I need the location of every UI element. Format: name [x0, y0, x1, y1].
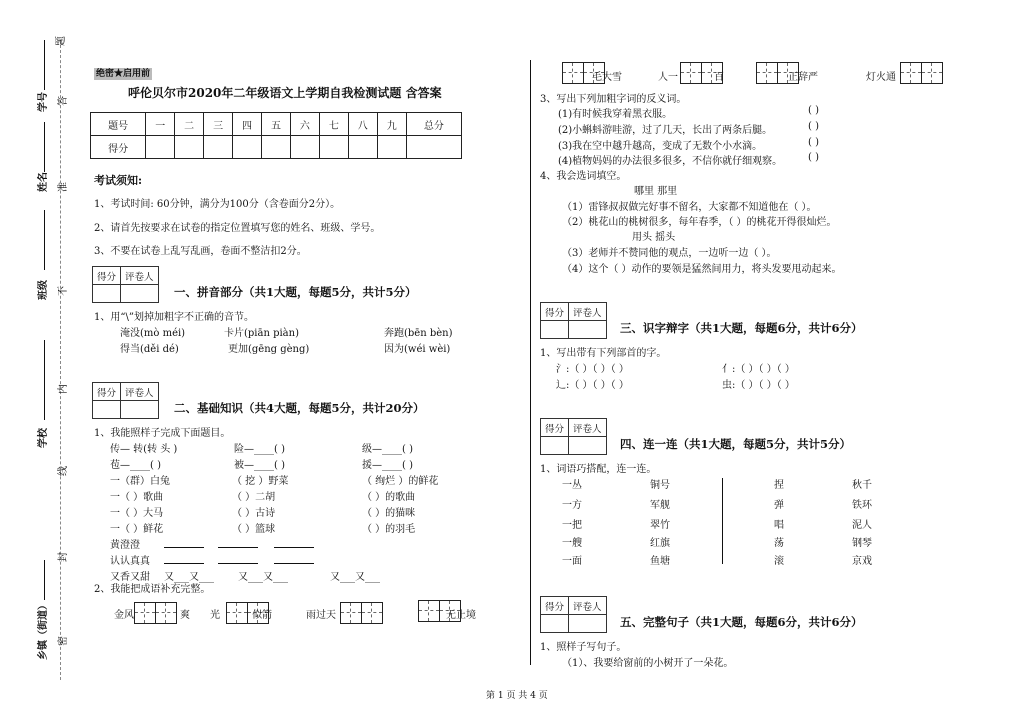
match-word-right[interactable]: 捏 — [774, 480, 784, 491]
column-divider — [530, 60, 531, 665]
grader-score-cell[interactable] — [541, 321, 569, 339]
fill-item: （3）老师并不赞同他的观点，一边听一边（ ）。 — [562, 248, 777, 259]
grader-score-label: 得分 — [93, 267, 121, 285]
blank-line[interactable] — [218, 547, 258, 548]
idiom-text: 灯火通 — [866, 72, 896, 83]
score-cell[interactable] — [233, 136, 262, 159]
score-header-cell: 七 — [319, 113, 348, 136]
match-word-far[interactable]: 铁环 — [852, 500, 872, 511]
grader-box — [540, 302, 607, 339]
blank-line[interactable] — [218, 563, 258, 564]
score-header-cell: 八 — [348, 113, 377, 136]
sec2-line[interactable]: （ ）的歌曲 — [362, 492, 416, 503]
match-word-left[interactable]: 一丛 — [562, 480, 582, 491]
match-word-far[interactable]: 京戏 — [852, 556, 872, 567]
side-mark-xian: 线 — [58, 466, 69, 476]
grader-reviewer-cell[interactable] — [569, 615, 607, 633]
side-mark-bu: 不 — [58, 286, 69, 296]
notice-item: 1、考试时间: 60分钟，满分为100分（含卷面分2分）。 — [94, 199, 341, 210]
antonym-item: (1)有时候我穿着黑衣服。 — [558, 109, 673, 120]
score-cell[interactable] — [262, 136, 291, 159]
match-word-mid[interactable]: 军舰 — [650, 500, 670, 511]
notice-item: 2、请首先按要求在试卷的指定位置填写您的姓名、班级、学号。 — [94, 223, 381, 234]
pinyin-item: 因为(wéi wèi) — [384, 344, 451, 355]
score-cell[interactable] — [290, 136, 319, 159]
side-mark-zhun: 准 — [58, 182, 69, 192]
idiom-example: 黄澄澄 — [110, 540, 140, 551]
school-line[interactable] — [44, 340, 45, 420]
section-3-title: 三、识字辩字（共1大题，每题6分，共计6分） — [620, 321, 863, 335]
town-line[interactable] — [44, 560, 45, 600]
score-cell[interactable] — [377, 136, 406, 159]
notice-heading: 考试须知: — [94, 174, 143, 187]
grader-box — [540, 596, 607, 633]
side-mark-ti: 题 — [56, 36, 67, 46]
match-word-mid[interactable]: 鱼塘 — [650, 556, 670, 567]
match-word-mid[interactable]: 红旗 — [650, 538, 670, 549]
idiom-text: 正辞严 — [788, 72, 818, 83]
grader-score-cell[interactable] — [93, 285, 121, 303]
idiom-text: 雨过天 — [306, 610, 336, 621]
pinyin-item: 得当(děi dé) — [120, 344, 179, 355]
word-choices: 哪里 那里 — [634, 186, 678, 197]
answer-paren[interactable]: ( ) — [808, 105, 819, 116]
score-cell[interactable] — [175, 136, 204, 159]
match-word-left[interactable]: 一面 — [562, 556, 582, 567]
idiom-text: 人一 — [658, 72, 678, 83]
grader-reviewer-cell[interactable] — [569, 321, 607, 339]
sec5-question: 1、照样子写句子。 — [540, 642, 627, 653]
section-4-title: 四、连一连（共1大题，每题5分，共计5分） — [620, 437, 852, 451]
sec2-line: （ 挖 ）野菜 — [232, 476, 289, 487]
idiom-text: 百 — [714, 72, 724, 83]
score-cell[interactable] — [348, 136, 377, 159]
side-mark-mi: 密 — [58, 636, 69, 646]
word-choices: 用头 摇头 — [632, 232, 676, 243]
idiom-text: 似箭 — [252, 610, 272, 621]
score-header-cell: 二 — [175, 113, 204, 136]
grader-box — [92, 382, 159, 419]
grader-score-label: 得分 — [93, 383, 121, 401]
sec2-line: （ 绚烂 ）的鲜花 — [362, 476, 439, 487]
answer-paren[interactable]: ( ) — [808, 152, 819, 163]
grader-box — [92, 266, 159, 303]
antonym-item: (4)植物妈妈的办法很多很多，不信你就仔细观察。 — [558, 156, 783, 167]
sec2-line[interactable]: 一（ ）歌曲 — [110, 492, 164, 503]
blank-line[interactable] — [274, 563, 314, 564]
char-box-pair[interactable] — [900, 62, 944, 82]
secret-mark: 绝密★启用前 — [96, 69, 151, 79]
fill-item: （2）桃花山的桃树很多，每年春季，（ ）的桃花开得很灿烂。 — [562, 217, 837, 228]
grader-score-cell[interactable] — [541, 615, 569, 633]
match-word-right[interactable]: 弹 — [774, 500, 784, 511]
sec2-line: 传— 转(转 头 ) — [110, 444, 178, 455]
score-row-label: 得分 — [91, 136, 146, 159]
idiom-text: 无止境 — [446, 610, 476, 621]
match-word-far[interactable]: 秋千 — [852, 480, 872, 491]
sec2-line[interactable]: （ ）古诗 — [232, 508, 276, 519]
binding-line — [60, 40, 61, 680]
score-header-cell: 一 — [146, 113, 175, 136]
grader-score-label: 得分 — [541, 597, 569, 615]
section-5-title: 五、完整句子（共1大题，每题6分，共计6分） — [620, 615, 863, 629]
sec2-question-2: 2、我能把成语补充完整。 — [94, 584, 211, 595]
match-word-left[interactable]: 一把 — [562, 520, 582, 531]
student-id-line[interactable] — [44, 40, 45, 90]
score-table-header-row — [91, 113, 462, 136]
radical-row[interactable]: 亻:（ ）（ ）（ ） — [722, 364, 795, 375]
score-cell[interactable] — [146, 136, 175, 159]
sec2-line[interactable]: 一（ ）大马 — [110, 508, 164, 519]
grader-reviewer-label: 评卷人 — [569, 303, 607, 321]
q4-heading: 4、我会选词填空。 — [540, 171, 627, 182]
grader-reviewer-cell[interactable] — [121, 285, 159, 303]
idiom-blank[interactable]: 又___又___ — [330, 572, 380, 583]
pinyin-item: 卡片(piān piàn) — [224, 328, 299, 339]
idiom-example: 认认真真 — [110, 556, 150, 567]
score-header-cell: 三 — [204, 113, 233, 136]
match-divider — [722, 478, 723, 564]
idiom-example: 又香又甜 — [110, 572, 150, 583]
grader-box — [540, 418, 607, 455]
sec2-line[interactable]: 级—____( ) — [362, 444, 413, 455]
char-box-pair[interactable] — [134, 602, 178, 622]
idiom-text: 光 — [210, 610, 220, 621]
answer-paren[interactable]: ( ) — [808, 121, 819, 132]
school-label: 学校 — [38, 428, 49, 448]
sec1-question: 1、用“\”划掉加粗字不正确的音节。 — [94, 312, 254, 323]
page-title: 呼伦贝尔市2020年二年级语文上学期自我检测试题 含答案 — [128, 86, 442, 100]
side-mark-nei: 内 — [58, 384, 69, 394]
antonym-item: (2)小蝌蚪游哇游，过了几天，长出了两条后腿。 — [558, 125, 773, 136]
match-word-mid[interactable]: 铜号 — [650, 480, 670, 491]
sec2-line[interactable]: （ ）篮球 — [232, 524, 276, 535]
pinyin-item: 奔跑(bēn bèn) — [384, 328, 453, 339]
section-1-title: 一、拼音部分（共1大题，每题5分，共计5分） — [174, 285, 417, 299]
pinyin-item: 更加(gēng gèng) — [228, 344, 310, 355]
match-word-far[interactable]: 泥人 — [852, 520, 872, 531]
grader-score-cell[interactable] — [541, 437, 569, 455]
town-label: 乡镇（街道） — [38, 600, 49, 660]
fill-item: （1）雷锋叔叔做完好事不留名，大家都不知道他在（ ）。 — [562, 202, 817, 213]
grader-reviewer-label: 评卷人 — [569, 419, 607, 437]
notice-item: 3、不要在试卷上乱写乱画，卷面不整洁扣2分。 — [94, 246, 307, 257]
grader-reviewer-cell[interactable] — [121, 401, 159, 419]
sec2-line[interactable]: （ ）二胡 — [232, 492, 276, 503]
score-cell[interactable] — [406, 136, 461, 159]
pinyin-item: 淹没(mò méi) — [120, 328, 186, 339]
sec2-line[interactable]: 苞—____( ) — [110, 460, 161, 471]
sec2-line[interactable]: 援—____( ) — [362, 460, 413, 471]
match-word-right[interactable]: 唱 — [774, 520, 784, 531]
match-word-left[interactable]: 一方 — [562, 500, 582, 511]
score-header-cell: 五 — [262, 113, 291, 136]
sec2-line[interactable]: （ ）的猫咪 — [362, 508, 416, 519]
grader-reviewer-label: 评卷人 — [569, 597, 607, 615]
sec2-question: 1、我能照样子完成下面题目。 — [94, 428, 231, 439]
match-word-mid[interactable]: 翠竹 — [650, 520, 670, 531]
class-line[interactable] — [44, 210, 45, 270]
grader-reviewer-label: 评卷人 — [121, 383, 159, 401]
radical-row[interactable]: 虫:（ ）（ ）（ ） — [722, 380, 795, 391]
answer-paren[interactable]: ( ) — [808, 137, 819, 148]
student-id-label: 学号 — [38, 92, 49, 112]
page-number: 第 1 页 共 4 页 — [486, 691, 548, 701]
match-word-left[interactable]: 一艘 — [562, 538, 582, 549]
char-box-pair[interactable] — [340, 602, 384, 622]
score-header-cell: 题号 — [91, 113, 146, 136]
sec2-line[interactable]: 险—____( ) — [234, 444, 285, 455]
match-word-right[interactable]: 滚 — [774, 556, 784, 567]
idiom-text: 爽 — [180, 610, 190, 621]
sentence-item: （1）、我要给窗前的小树开了一朵花。 — [562, 658, 734, 669]
sec3-question: 1、写出带有下列部首的字。 — [540, 348, 667, 359]
sec2-line: 一（群）白兔 — [110, 476, 170, 487]
grader-score-label: 得分 — [541, 303, 569, 321]
idiom-blank[interactable]: 又___又___ — [164, 572, 214, 583]
section-2-title: 二、基础知识（共4大题，每题5分，共计20分） — [174, 401, 425, 415]
radical-row[interactable]: 辶:（ ）（ ）（ ） — [556, 380, 629, 391]
idiom-blank[interactable]: 又___又___ — [238, 572, 288, 583]
score-header-cell: 四 — [233, 113, 262, 136]
score-table-score-row — [91, 136, 462, 159]
antonym-item: (3)我在空中越升越高，变成了无数个小水滴。 — [558, 141, 763, 152]
sec4-question: 1、词语巧搭配，连一连。 — [540, 464, 657, 475]
idiom-text: 金风 — [114, 610, 134, 621]
sec2-line[interactable]: 被—____( ) — [234, 460, 285, 471]
q3-heading: 3、写出下列加粗字词的反义词。 — [540, 94, 687, 105]
idiom-text: 毛大雪 — [592, 72, 622, 83]
sec2-line[interactable]: 一（ ）鲜花 — [110, 524, 164, 535]
grader-reviewer-label: 评卷人 — [121, 267, 159, 285]
class-label: 班级 — [38, 280, 49, 300]
match-word-far[interactable]: 钢琴 — [852, 538, 872, 549]
side-mark-da: 答 — [58, 96, 69, 106]
match-word-right[interactable]: 荡 — [774, 538, 784, 549]
score-header-cell: 九 — [377, 113, 406, 136]
grader-reviewer-cell[interactable] — [569, 437, 607, 455]
blank-line[interactable] — [274, 547, 314, 548]
fill-item: （4）这个（ ）动作的要领是猛然间用力，将头发要甩动起来。 — [562, 264, 842, 275]
score-header-cell: 总分 — [406, 113, 461, 136]
grader-score-label: 得分 — [541, 419, 569, 437]
name-label: 姓名 — [38, 172, 49, 192]
score-cell[interactable] — [204, 136, 233, 159]
score-cell[interactable] — [319, 136, 348, 159]
name-line[interactable] — [44, 122, 45, 172]
score-table — [90, 112, 462, 159]
sec2-line[interactable]: （ ）的羽毛 — [362, 524, 416, 535]
grader-score-cell[interactable] — [93, 401, 121, 419]
blank-line[interactable] — [164, 547, 204, 548]
blank-line[interactable] — [164, 563, 204, 564]
score-header-cell: 六 — [290, 113, 319, 136]
radical-row[interactable]: 氵:（ ）（ ）（ ） — [556, 364, 629, 375]
side-mark-feng: 封 — [58, 552, 69, 562]
